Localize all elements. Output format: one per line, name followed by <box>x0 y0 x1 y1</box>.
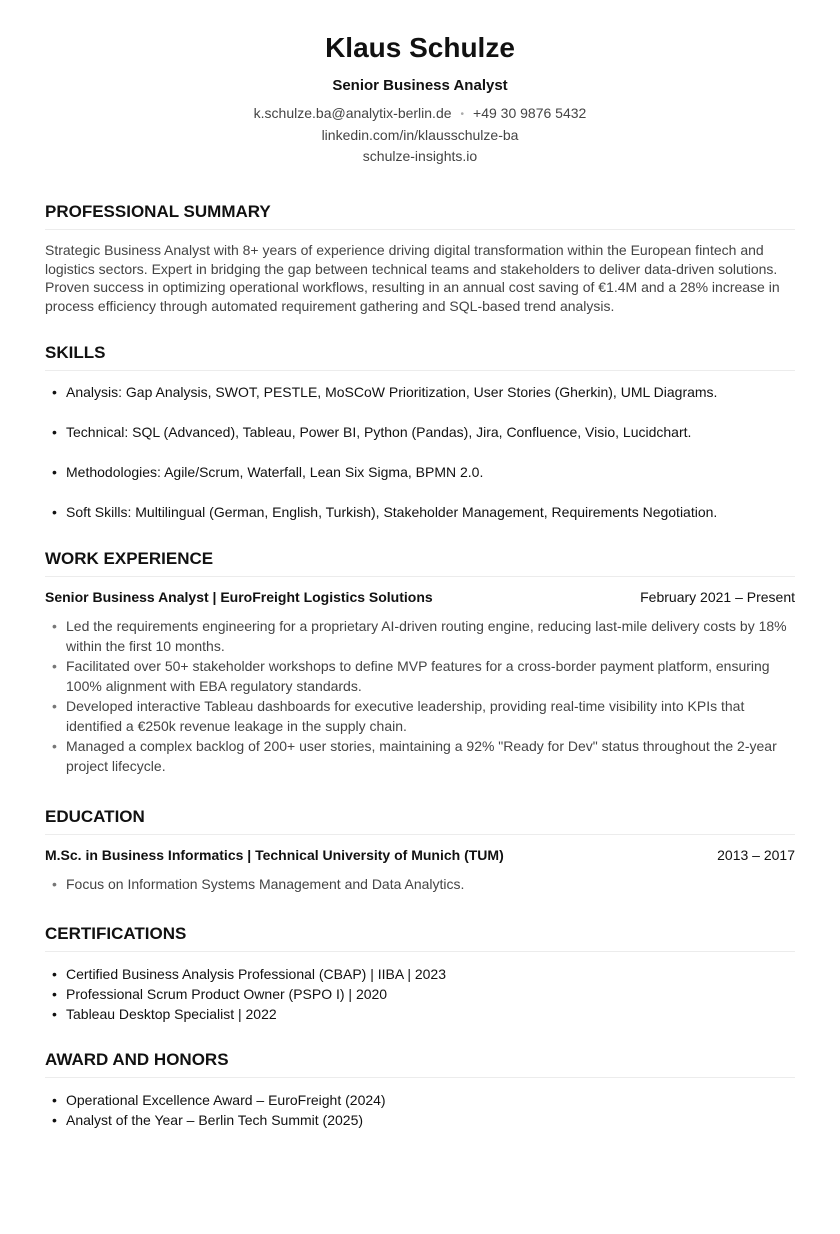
education-date: 2013 – 2017 <box>717 847 795 863</box>
section-heading-experience: WORK EXPERIENCE <box>45 548 795 577</box>
candidate-name: Klaus Schulze <box>325 32 515 63</box>
phone-number: +49 30 9876 5432 <box>473 105 587 121</box>
education-header <box>45 846 795 864</box>
linkedin-link[interactable]: linkedin.com/in/klausschulze-ba <box>321 126 519 143</box>
award-item: • Operational Excellence Award – EuroFreight (2024) <box>45 1090 795 1110</box>
skill-item: • Analysis: Gap Analysis, SWOT, PESTLE, MoSCoW Prioritization, User Stories (Gherkin), UML Diagrams. <box>45 383 795 401</box>
degree-title: M.Sc. in Business Informatics | Technical University of Munich (TUM) <box>45 847 504 863</box>
job-title: Senior Business Analyst | EuroFreight Logistics Solutions <box>45 589 433 605</box>
skill-item: • Technical: SQL (Advanced), Tableau, Power BI, Python (Pandas), Jira, Confluence, Visio, Lucidchart. <box>45 423 795 441</box>
job-date: February 2021 – Present <box>640 589 795 605</box>
section-heading-certifications: CERTIFICATIONS <box>45 923 795 952</box>
job-bullet: • Facilitated over 50+ stakeholder workshops to define MVP features for a cross-border payment platform, ensuring 100% alignment with EBA regulatory standards. <box>45 656 795 696</box>
job-bullet: • Developed interactive Tableau dashboards for executive leadership, providing real-time visibility into KPIs that identified a €250k revenue leakage in the supply chain. <box>45 696 795 736</box>
contact-line-linkedin <box>45 125 795 146</box>
email-link[interactable]: k.schulze.ba@analytix-berlin.de <box>253 105 452 121</box>
section-heading-awards: AWARD AND HONORS <box>45 1049 795 1078</box>
section-heading-education: EDUCATION <box>45 806 795 835</box>
section-heading-skills: SKILLS <box>45 342 795 371</box>
job-header <box>45 588 795 606</box>
certifications-list <box>45 964 795 1024</box>
certification-item: • Certified Business Analysis Professional (CBAP) | IIBA | 2023 <box>45 964 795 984</box>
certification-item: • Tableau Desktop Specialist | 2022 <box>45 1004 795 1024</box>
award-item: • Analyst of the Year – Berlin Tech Summit (2025) <box>45 1110 795 1130</box>
skill-item: • Soft Skills: Multilingual (German, English, Turkish), Stakeholder Management, Requirements Negotiation. <box>45 503 795 521</box>
experience-section <box>45 548 795 776</box>
education-bullet: • Focus on Information Systems Management and Data Analytics. <box>45 874 795 894</box>
job-bullet: • Managed a complex backlog of 200+ user stories, maintaining a 92% "Ready for Dev" status throughout the 2-year project lifecycle. <box>45 736 795 776</box>
contact-line-website <box>45 146 795 167</box>
website-link[interactable]: schulze-insights.io <box>362 147 478 164</box>
contact-line-primary <box>45 103 795 125</box>
skills-section <box>45 342 795 521</box>
resume-header <box>45 0 795 167</box>
job-bullet: • Led the requirements engineering for a proprietary AI-driven routing engine, reducing last-mile delivery costs by 18% within the first 10 months. <box>45 616 795 656</box>
awards-list <box>45 1090 795 1130</box>
certification-item: • Professional Scrum Product Owner (PSPO I) | 2020 <box>45 984 795 1004</box>
education-section <box>45 806 795 894</box>
separator-dot: • <box>460 108 465 120</box>
skill-item: • Methodologies: Agile/Scrum, Waterfall, Lean Six Sigma, BPMN 2.0. <box>45 463 795 481</box>
awards-section <box>45 1049 795 1130</box>
certifications-section <box>45 923 795 1024</box>
summary-text: Strategic Business Analyst with 8+ years of experience driving digital transformation within the European fintech and logistics sectors. Expert in bridging the gap between technical teams and stakeholders to deliver data-driven solutions. Proven success in optimizing operational workflows, resulting in an annual cost saving of €1.4M and a 28% increase in process efficiency through automated requirement gathering and SQL-based trend analysis. <box>45 242 780 314</box>
education-bullets <box>45 874 795 894</box>
summary-section <box>45 201 795 315</box>
section-heading-summary: PROFESSIONAL SUMMARY <box>45 201 795 230</box>
candidate-title: Senior Business Analyst <box>332 77 508 94</box>
skills-list <box>45 383 795 521</box>
job-bullets <box>45 616 795 776</box>
